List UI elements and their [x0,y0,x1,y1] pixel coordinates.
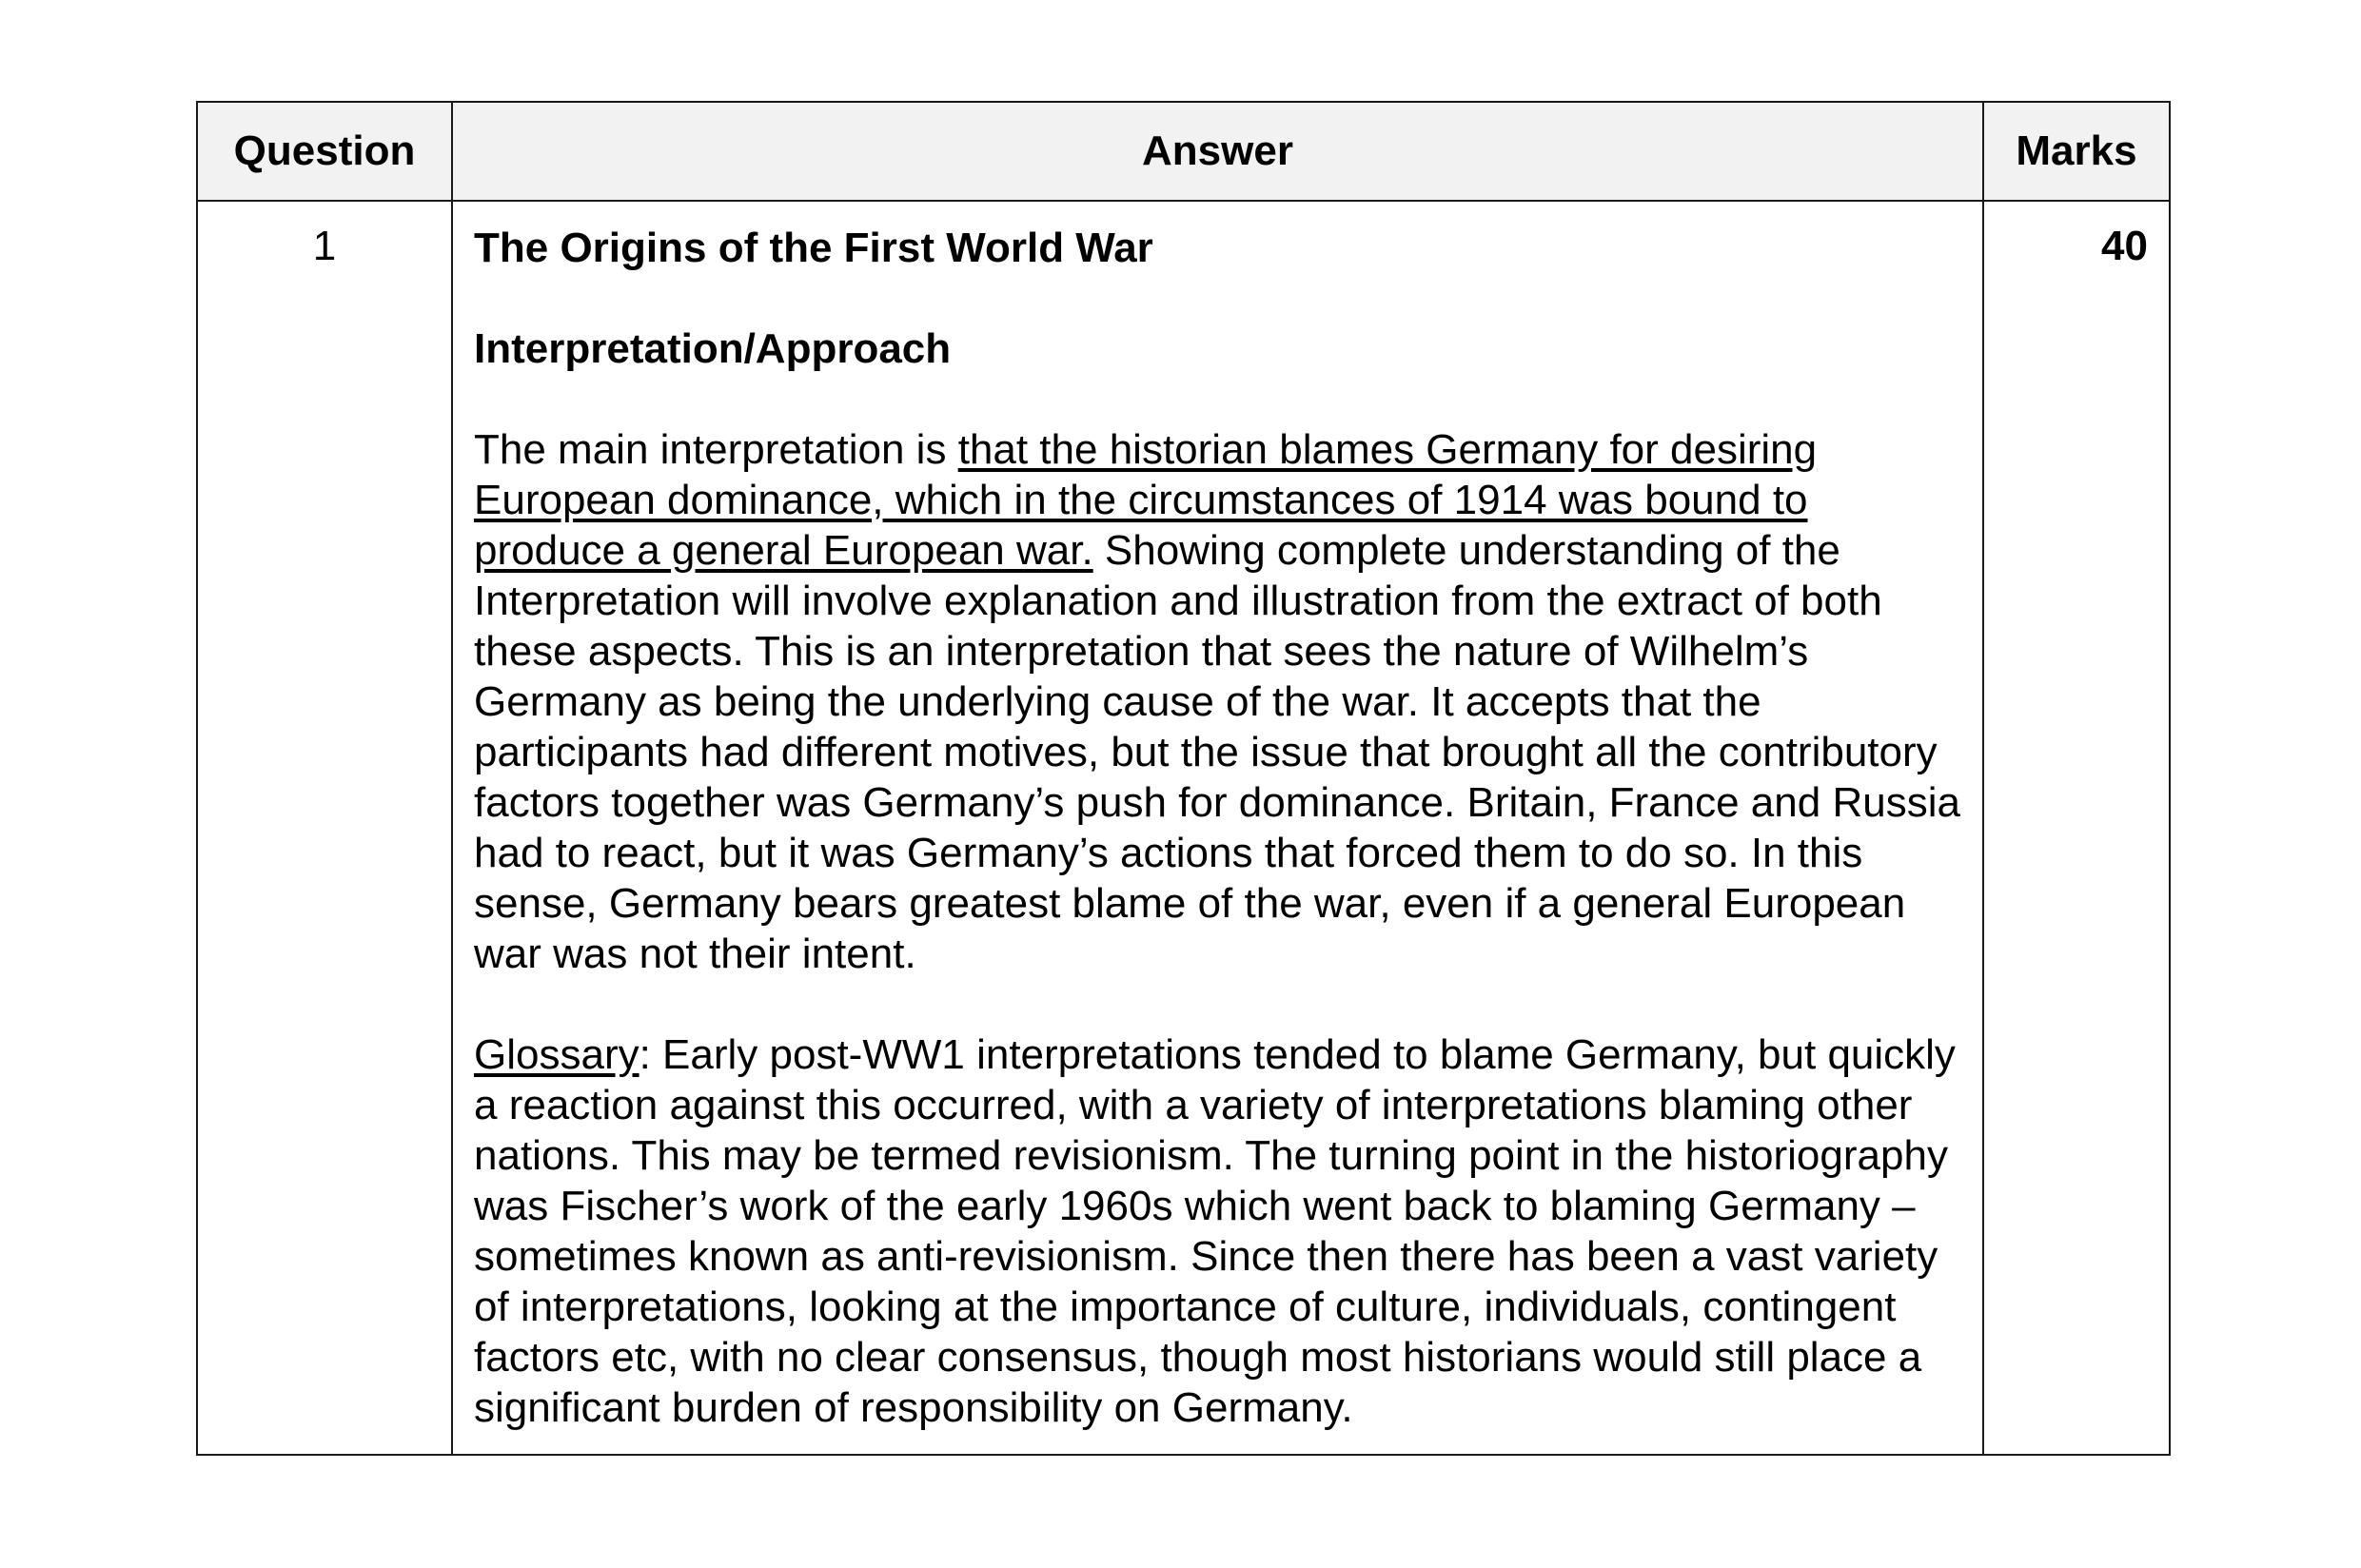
marks-value: 40 [1983,201,2170,1455]
mark-scheme-table [196,101,2171,1456]
answer-cell [452,201,1983,1455]
header-question: Question [197,102,452,201]
interpretation-paragraph [474,424,1963,979]
glossary-text: : Early post-WW1 interpretations tended to blame Germany, but quickly a reaction against this occurred, with a variety of interpretations blaming other nations. This may be termed revisionism. The turning point in the historiography was Fischer’s work of the early 1960s which went back to blaming Germany – sometimes known as anti-revisionism. Since then there has been a vast variety of interpretations, looking at the importance of culture, individuals, contingent factors etc, with no clear consensus, though most historians would still place a significant burden of responsibility on Germany. [474,1031,1956,1431]
table-row [197,201,2170,1455]
interpretation-underlined: that the historian blames Germany for desiring European dominance, which in the circumstances of 1914 was bound to produce a general European war. [474,426,1818,574]
header-marks: Marks [1983,102,2170,201]
answer-title: The Origins of the First World War [474,225,1153,271]
header-answer: Answer [452,102,1983,201]
question-number: 1 [197,201,452,1455]
interpretation-lead: The main interpretation is [474,426,958,473]
glossary-paragraph [474,1029,1963,1433]
header-row [197,102,2170,201]
glossary-label: Glossary [474,1031,639,1078]
interpretation-rest: Showing complete understanding of the Interpretation will involve explanation and illustration from the extract of both these aspects. This is an interpretation that sees the nature of Wilhelm’s Germany as being the underlying cause of the war. It accepts that the participants had different motives, but the issue that brought all the contributory factors together was Germany’s push for dominance. Britain, France and Russia had to react, but it was Germany’s actions that forced them to do so. In this sense, Germany bears greatest blame of the war, even if a general European war was not their intent. [474,527,1960,977]
answer-subtitle: Interpretation/Approach [474,325,952,372]
